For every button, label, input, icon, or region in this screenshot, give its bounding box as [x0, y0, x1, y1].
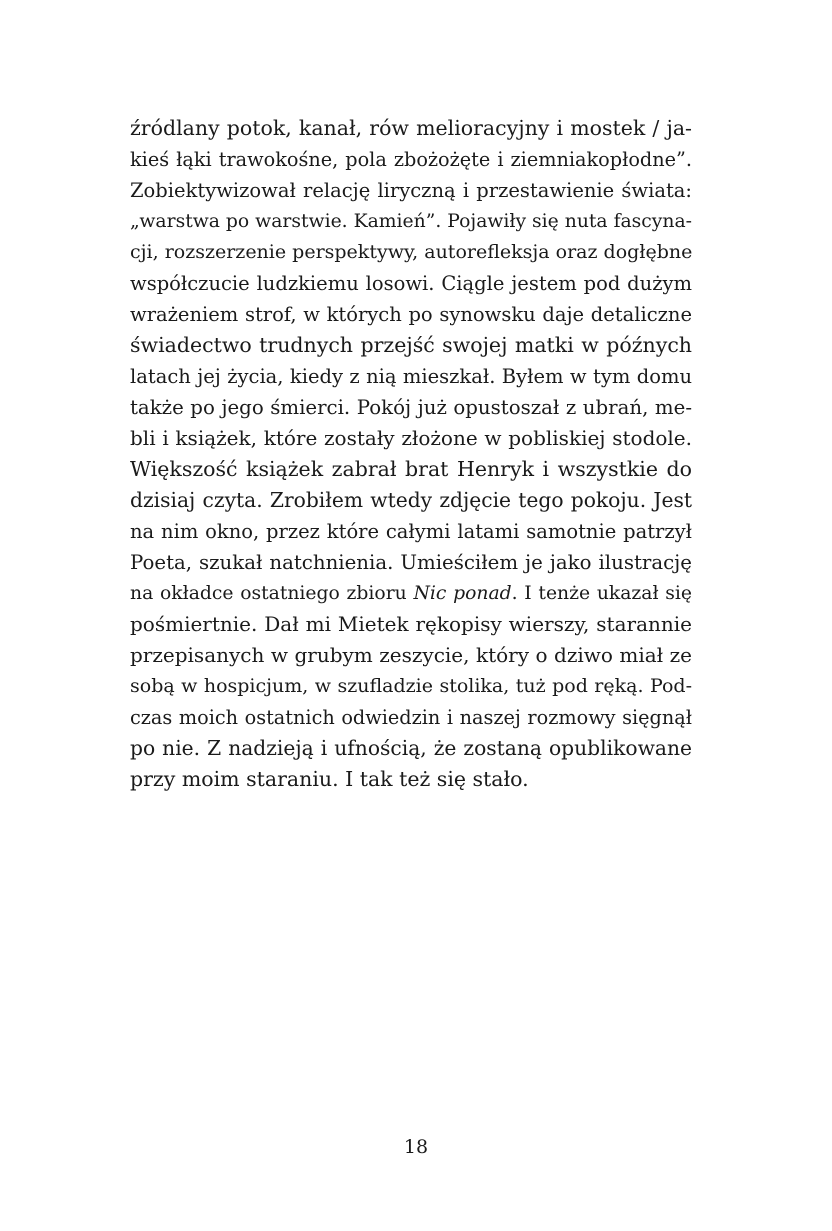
text-line: Poeta, szukał natchnienia. Umieściłem je jako ilustrację	[130, 551, 692, 574]
text-line: cji, rozszerzenie perspektywy, autorefleksja oraz dogłębne	[130, 241, 693, 263]
text-line: kieś łąki trawokośne, pola zbożożęte i ziemniakopłodne”.	[130, 148, 692, 171]
text-line: źródlany potok, kanał, rów melioracyjny i mostek / ja-	[130, 116, 692, 140]
text-segment: na okładce ostatniego zbioru	[130, 583, 414, 604]
text-line: dzisiaj czyta. Zrobiłem wtedy zdjęcie tego pokoju. Jest	[130, 488, 692, 512]
text-line: bli i książek, które zostały złożone w pobliskiej stodole.	[130, 426, 692, 450]
text-line-with-title	[130, 578, 692, 609]
text-line: na nim okno, przez które całymi latami samotnie patrzył	[130, 520, 692, 543]
text-line: Zobiektywizował relację liryczną i przestawienie świata:	[130, 179, 692, 202]
book-title: Nic ponad	[413, 583, 512, 604]
text-line: sobą w hospicjum, w szufladzie stolika, tuż pod ręką. Pod-	[130, 675, 692, 697]
text-line: przy moim staraniu. I tak też się stało.	[130, 767, 529, 791]
page-number: 18	[403, 1136, 429, 1158]
text-line: po nie. Z nadzieją i ufnością, że zostaną opublikowane	[130, 736, 692, 760]
body-text	[130, 113, 692, 795]
text-line: czas moich ostatnich odwiedzin i naszej rozmowy sięgnął	[130, 706, 692, 729]
text-line: świadectwo trudnych przejść swojej matki w późnych	[130, 333, 692, 357]
text-line: także po jego śmierci. Pokój już opustoszał z ubrań, me-	[130, 396, 692, 419]
text-line: Większość książek zabrał brat Henryk i wszystkie do	[130, 457, 692, 481]
text-line: wrażeniem strof, w których po synowsku daje detaliczne	[130, 303, 692, 326]
text-segment: . I tenże ukazał się	[511, 583, 692, 604]
text-line: „warstwa po warstwie. Kamień”. Pojawiły się nuta fascyna-	[130, 211, 692, 232]
text-line: współczucie ludzkiemu losowi. Ciągle jestem pod dużym	[130, 272, 692, 295]
text-line: pośmiertnie. Dał mi Mietek rękopisy wierszy, starannie	[130, 612, 692, 636]
text-line: latach jej życia, kiedy z nią mieszkał. Byłem w tym domu	[130, 365, 692, 388]
text-line: przepisanych w grubym zeszycie, który o dziwo miał ze	[130, 643, 692, 667]
